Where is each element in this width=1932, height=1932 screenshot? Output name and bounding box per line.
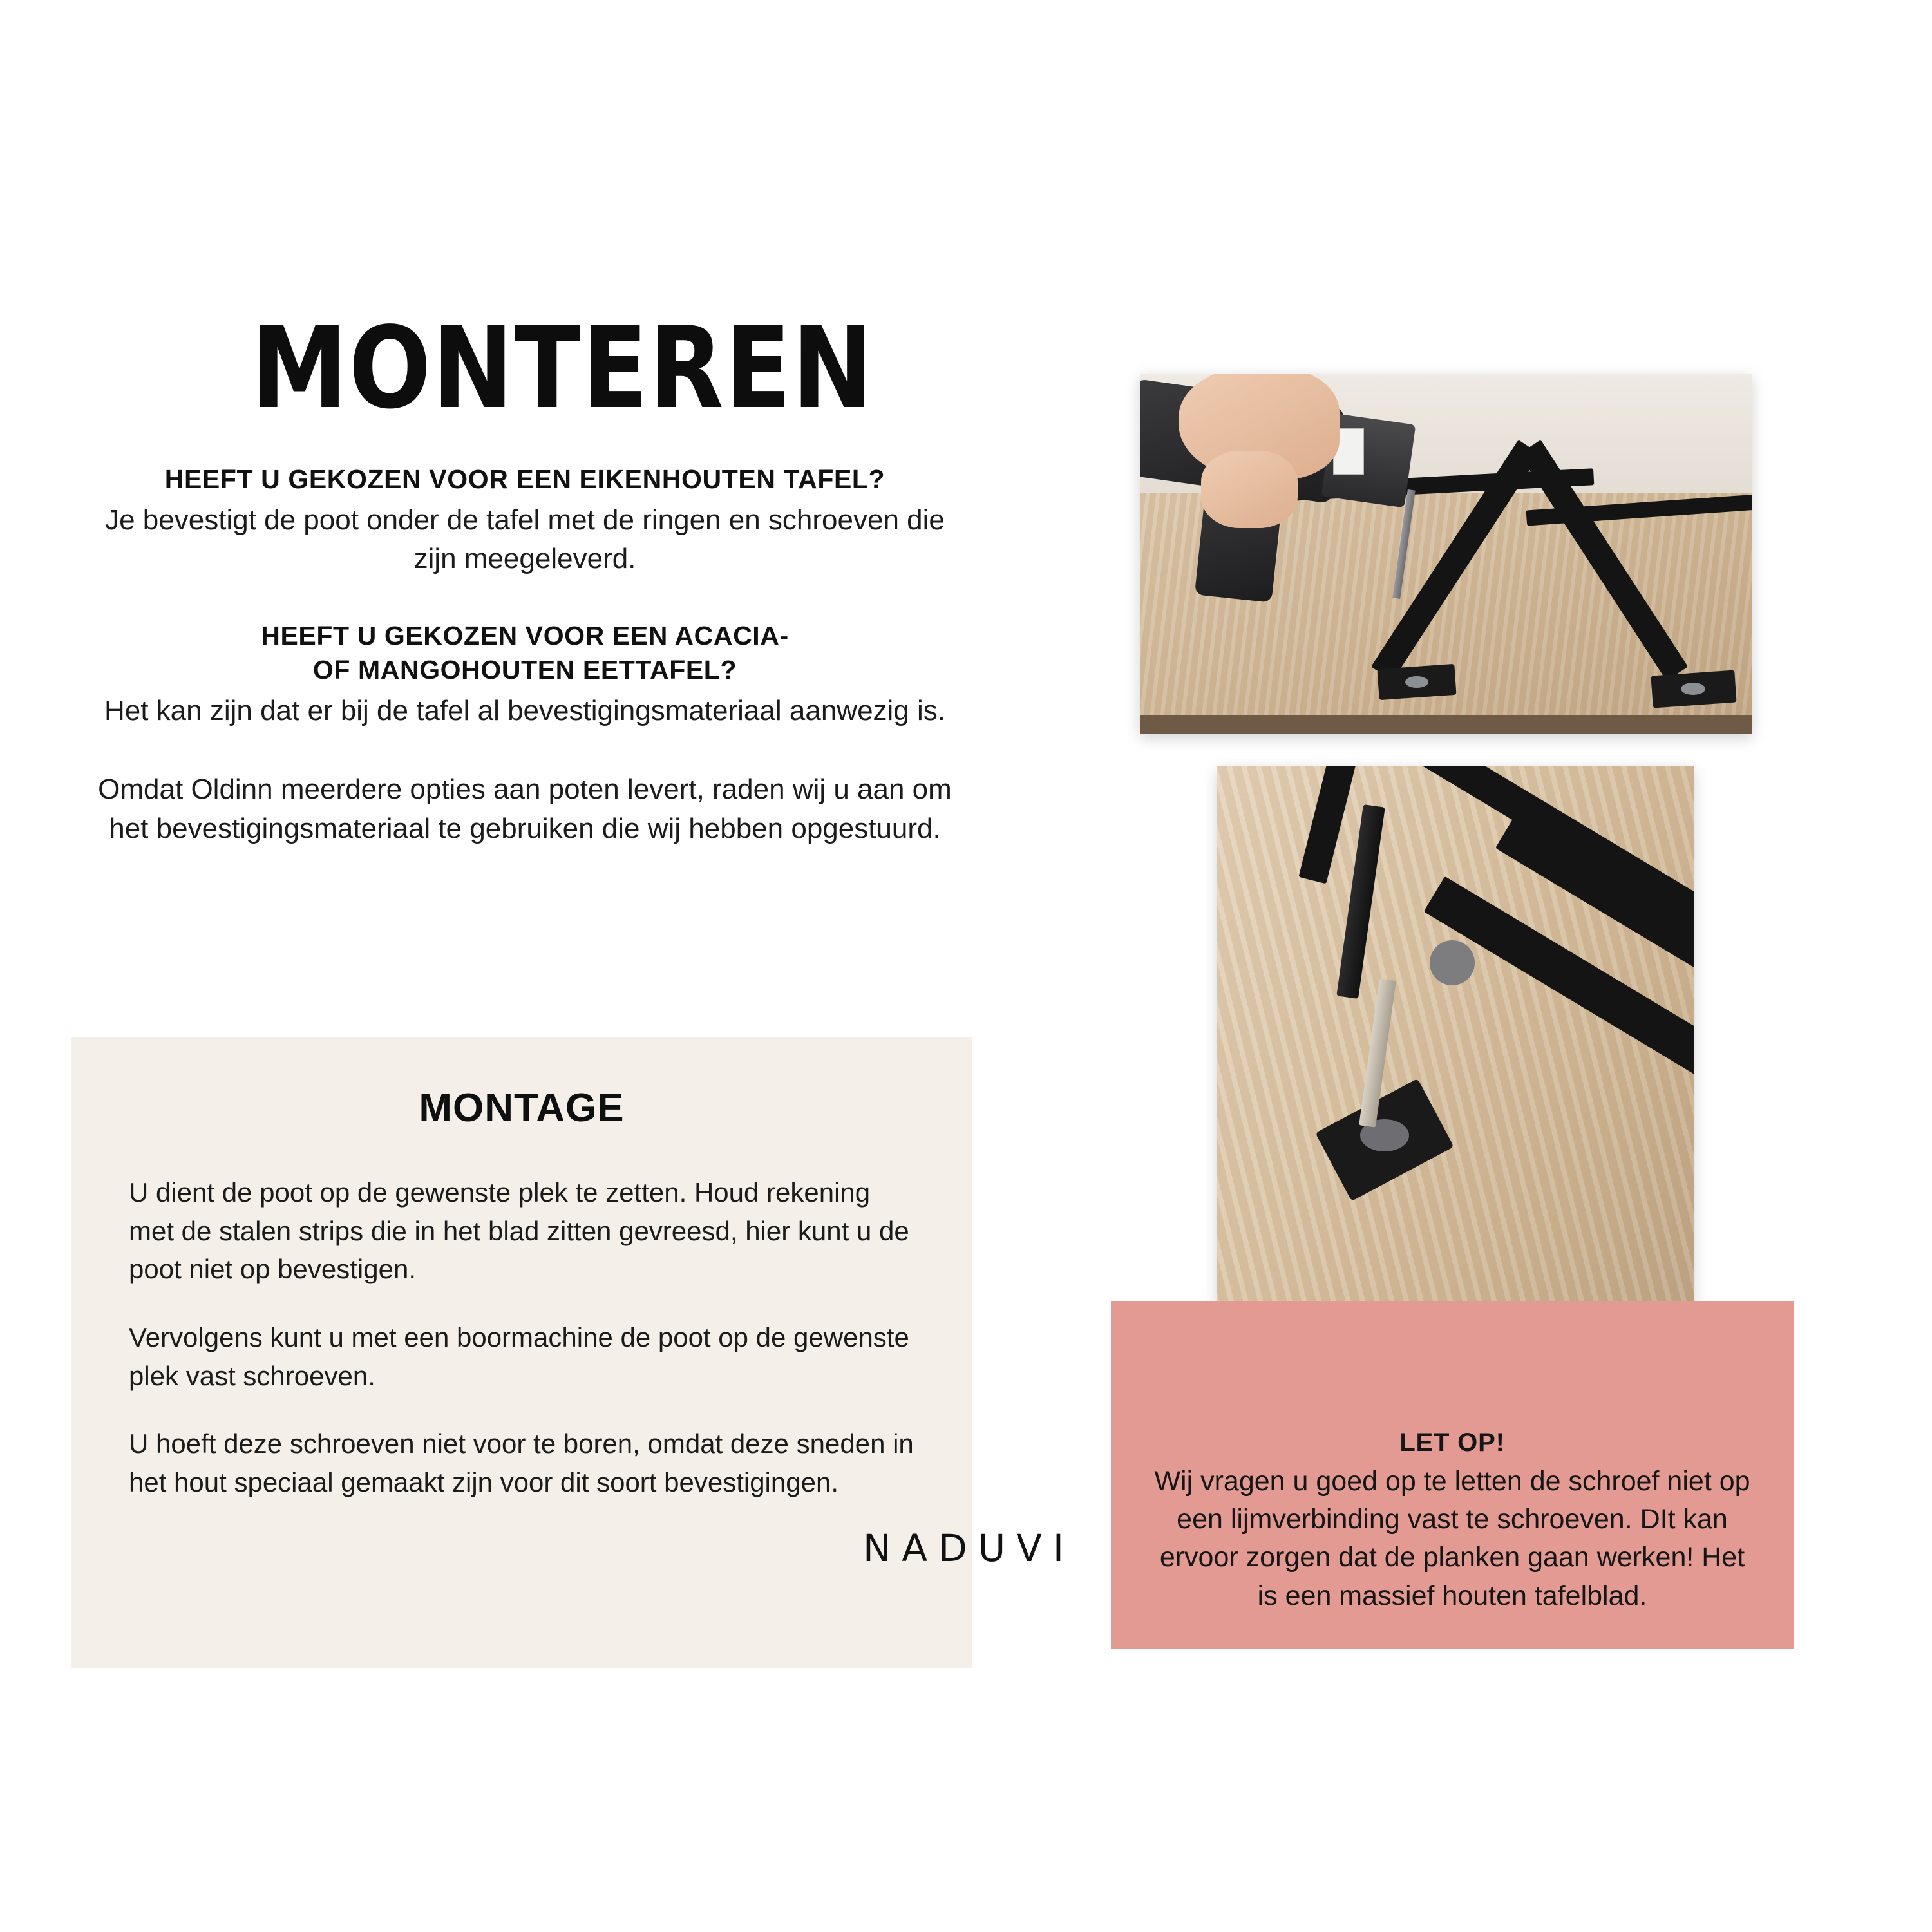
oak-heading: HEEFT U GEKOZEN VOOR EEN EIKENHOUTEN TAFEL? — [164, 464, 886, 495]
left-content-column — [71, 303, 1024, 849]
bracket-bolt — [1430, 940, 1475, 985]
warning-inner — [1111, 1428, 1794, 1615]
acacia-body: Het kan zijn dat er bij de tafel al bevestigingsmateriaal aanwezig is. — [104, 694, 946, 726]
montage-body — [129, 1173, 914, 1501]
page-title: MONTEREN — [251, 303, 875, 434]
photo-screw-detail — [1217, 766, 1694, 1314]
montage-paragraph: U hoeft deze schroeven niet voor te boren, omdat deze sneden in het hout speciaal gemaakt zijn voor dit soort bevestigingen. — [129, 1428, 914, 1497]
spacer — [97, 579, 953, 619]
supplier-note: Omdat Oldinn meerdere opties aan poten levert, raden wij u aan om het bevestigingsmateriaal te gebruiken die wij hebben opgestuurd. — [98, 773, 952, 845]
photo-drilling-leg — [1140, 374, 1752, 734]
table-edge — [1140, 715, 1752, 734]
acacia-heading-line1: HEEFT U GEKOZEN VOOR EEN ACACIA- — [261, 620, 789, 650]
warning-body: Wij vragen u goed op te letten de schroef niet op een lijmverbinding vast te schroeven. DIt kan ervoor zorgen dat de planken gaan werken! Het is een massief houten tafelblad. — [1154, 1465, 1750, 1611]
warning-panel — [1111, 1301, 1794, 1649]
fingers — [1201, 451, 1298, 528]
montage-title: MONTAGE — [419, 1086, 625, 1130]
warning-title: LET OP! — [1399, 1428, 1505, 1457]
acacia-heading-line2: OF MANGOHOUTEN EETTAFEL? — [312, 655, 737, 685]
montage-paragraph: Vervolgens kunt u met een boormachine de poot op de gewenste plek vast schroeven. — [129, 1321, 909, 1391]
montage-paragraph: U dient de poot op de gewenste plek te zetten. Houd rekening met de stalen strips die in het blad zitten gevreesd, hier kunt u de poot niet op bevestigen. — [129, 1177, 909, 1285]
foot-screw-left — [1405, 676, 1428, 688]
spacer — [97, 730, 953, 766]
montage-panel — [71, 1037, 972, 1668]
foot-screw-right — [1681, 683, 1705, 695]
brand-logo: NADUVI — [863, 1526, 1075, 1570]
oak-body: Je bevestigt de poot onder de tafel met de ringen en schroeven die zijn meegeleverd. — [105, 504, 945, 575]
intro-section — [97, 462, 953, 848]
